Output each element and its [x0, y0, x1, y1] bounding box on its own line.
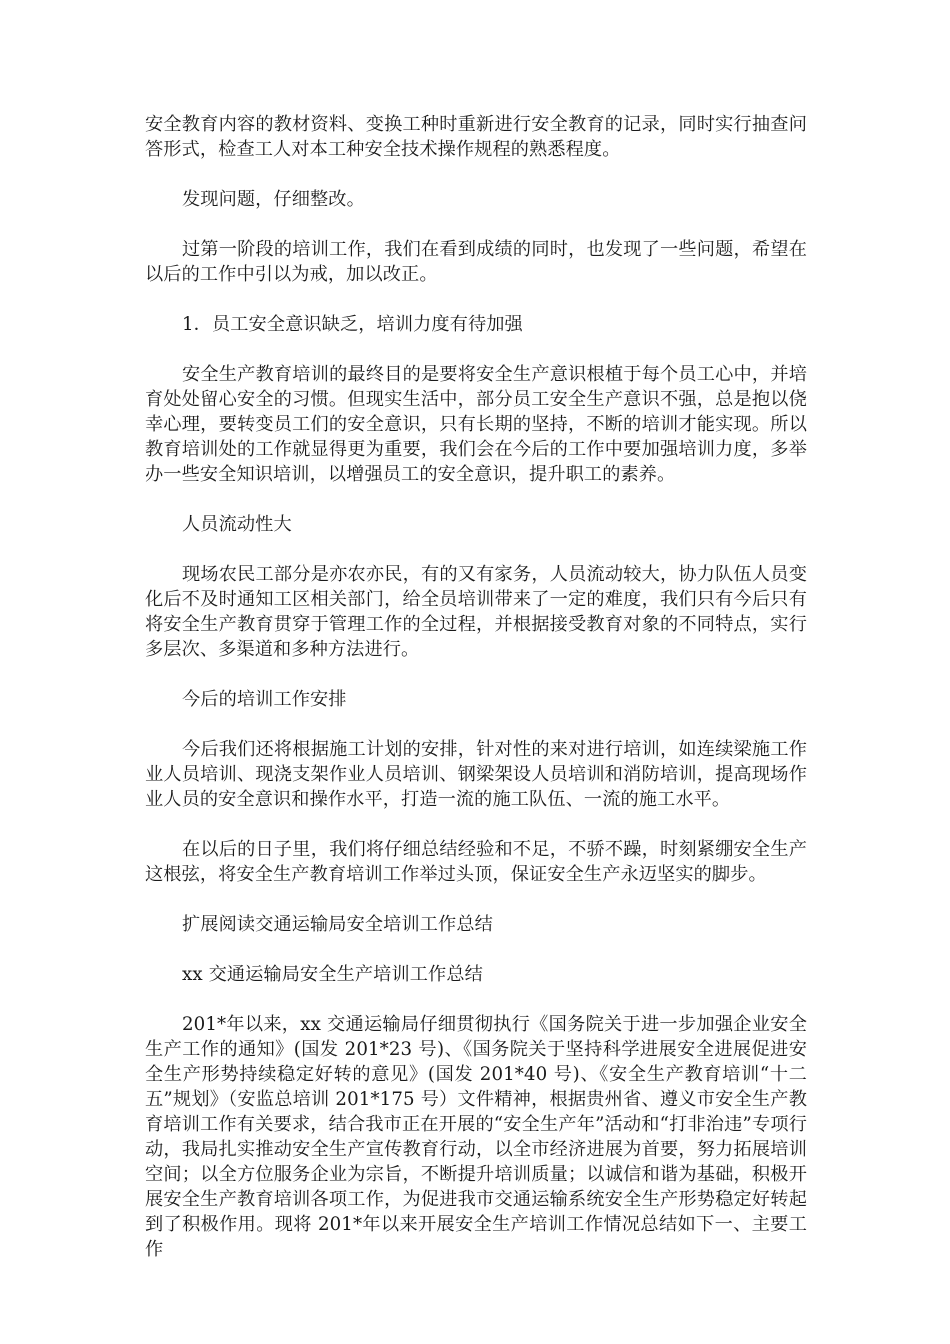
section-heading-bureau-summary: xx 交通运输局安全生产培训工作总结 [182, 964, 483, 985]
paragraph-first-stage-review: 过第一阶段的培训工作，我们在看到成绩的同时，也发现了一些问题，希望在以后的工作中引以为戒，加以改正。 [145, 239, 807, 285]
section-heading-extended-reading: 扩展阅读交通运输局安全培训工作总结 [182, 914, 493, 935]
section-heading-future-training: 今后的培训工作安排 [182, 689, 347, 710]
section-heading-staff-mobility: 人员流动性大 [182, 514, 292, 535]
paragraph-bureau-summary: 201*年以来，xx 交通运输局仔细贯彻执行《国务院关于进一步加强企业安全生产工作的通知》(国发 201*23 号)、《国务院关于坚持科学进展安全进展促进安全生产形势持续稳定好转的意见》(国发 201*40 号)、《安全生产教育培训“十二五”规划》（安监总培训 201*175 号）文件精神，根据贵州省、遵义市安全生产教育培训工作有关要求，结合我市正在开展的“安全生产年”活动和“打非治违”专项行动，我局扎实推动安全生产宣传教育行动，以全市经济进展为首要，努力拓展培训空间；以全方位服务企业为宗旨，不断提升培训质量；以诚信和谐为基础，积极开展安全生产教育培训各项工作，为促进我市交通运输系统安全生产形势稳定好转起到了积极作用。现将 201*年以来开展安全生产培训工作情况总结如下一、主要工作 [145, 1014, 807, 1260]
paragraph-future-training: 今后我们还将根据施工计划的安排，针对性的来对进行培训，如连续梁施工作业人员培训、现浇支架作业人员培训、钢梁架设人员培训和消防培训，提高现场作业人员的安全意识和操作水平，打造一流的施工队伍、一流的施工水平。 [145, 739, 807, 810]
paragraph-closing: 在以后的日子里，我们将仔细总结经验和不足，不骄不躁，时刻紧绷安全生产这根弦，将安全生产教育培训工作举过头顶，保证安全生产永迈坚实的脚步。 [145, 839, 807, 885]
paragraph-staff-mobility: 现场农民工部分是亦农亦民，有的又有家务，人员流动较大，协力队伍人员变化后不及时通知工区相关部门，给全员培训带来了一定的难度，我们只有今后只有将安全生产教育贯穿于管理工作的全过程，并根据接受教育对象的不同特点，实行多层次、多渠道和多种方法进行。 [145, 564, 807, 660]
paragraph-intro-continuation: 安全教育内容的教材资料、变换工种时重新进行安全教育的记录，同时实行抽查问答形式，检查工人对本工种安全技术操作规程的熟悉程度。 [145, 114, 807, 160]
paragraph-safety-awareness: 安全生产教育培训的最终目的是要将安全生产意识根植于每个员工心中，并培育处处留心安全的习惯。但现实生活中，部分员工安全生产意识不强，总是抱以侥幸心理，要转变员工们的安全意识，只有长期的坚持，不断的培训才能实现。所以教育培训处的工作就显得更为重要，我们会在今后的工作中要加强培训力度，多举办一些安全知识培训，以增强员工的安全意识，提升职工的素养。 [145, 364, 807, 485]
section-heading-safety-awareness: 1．员工安全意识缺乏，培训力度有待加强 [182, 314, 523, 335]
section-heading-find-problems: 发现问题，仔细整改。 [182, 189, 365, 210]
